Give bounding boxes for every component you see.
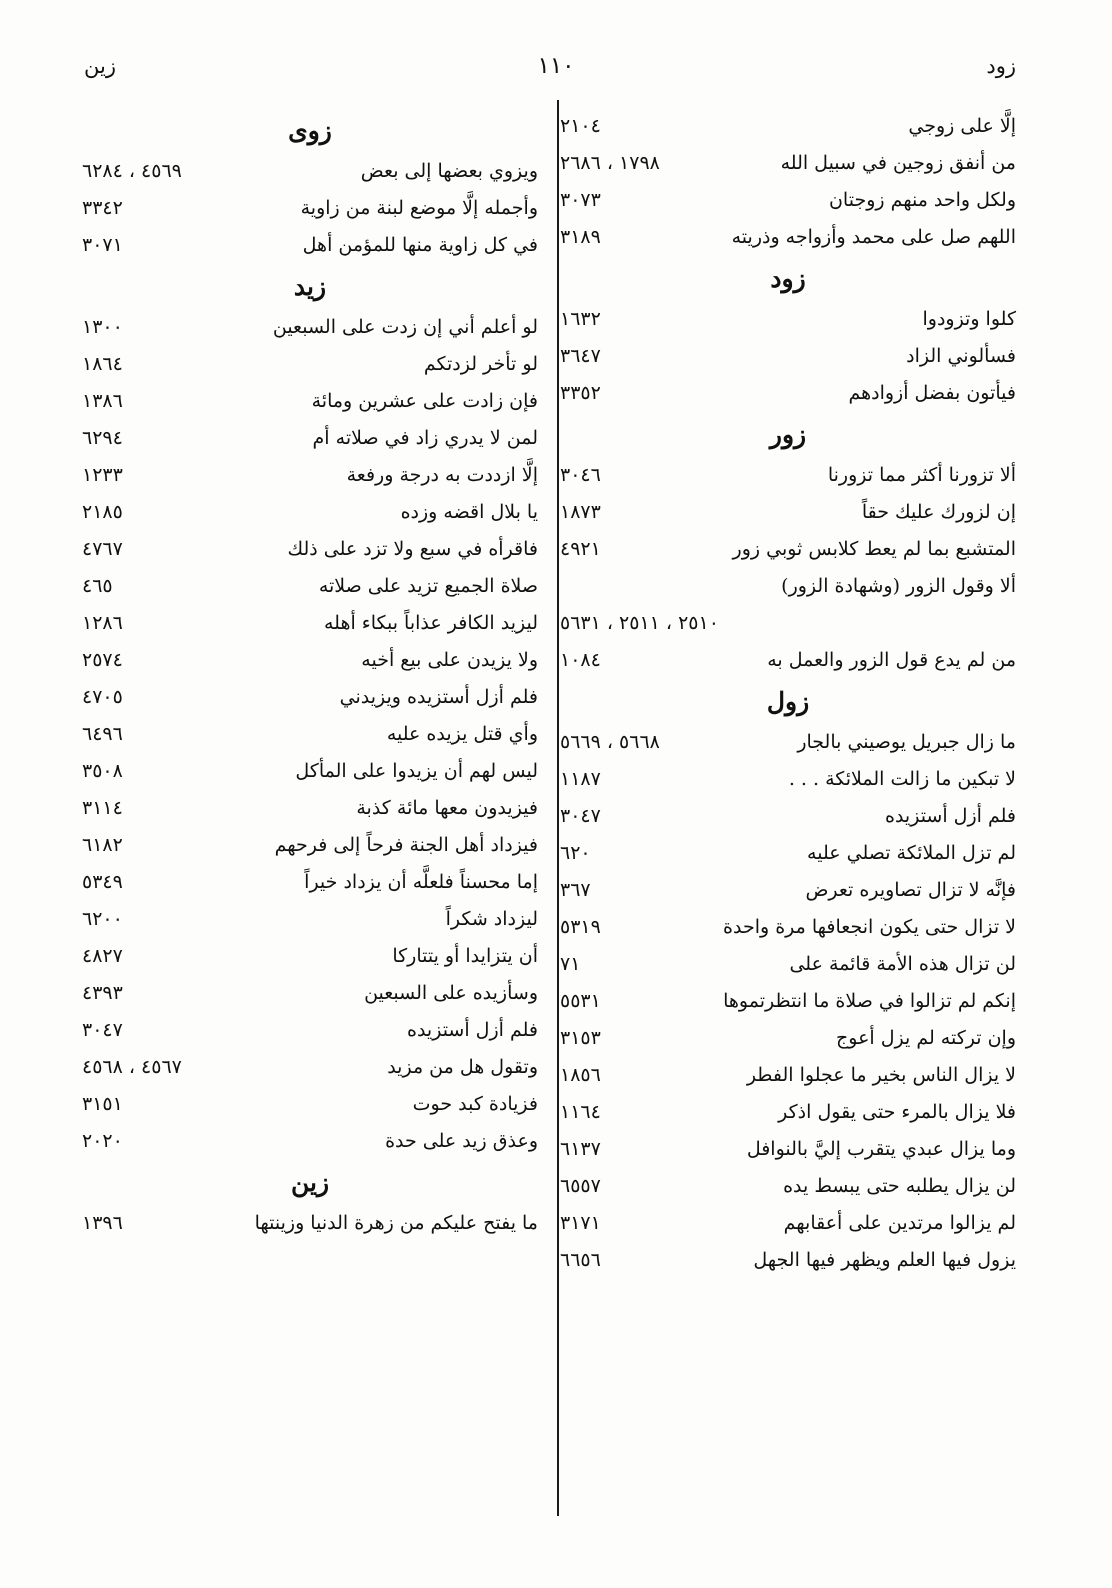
- entry-text: فيزيدون معها مائة كذبة: [356, 797, 538, 819]
- entry-refs: ١٠٨٤: [560, 649, 601, 671]
- entry-refs: ٥٣٤٩: [82, 871, 123, 893]
- index-entry: [560, 457, 1016, 494]
- entry-refs: ١١٦٤: [560, 1101, 601, 1123]
- entry-text: وأي قتل يزيده عليه: [386, 723, 538, 745]
- entry-refs: ٥٦٦٨ ، ٥٦٦٩: [560, 731, 660, 753]
- index-entry: [560, 494, 1016, 531]
- entry-text: لو تأخر لزدتكم: [423, 353, 538, 375]
- entry-refs: ١١٨٧: [560, 768, 601, 790]
- entry-text: لا يزال الناس بخير ما عجلوا الفطر: [746, 1064, 1016, 1086]
- entry-text: فزيادة كبد حوت: [412, 1093, 538, 1115]
- entry-refs: ١٨٥٦: [560, 1064, 601, 1086]
- index-entry: [560, 909, 1016, 946]
- entry-text: فلم أزل أستزيده: [407, 1019, 538, 1041]
- entry-refs: ٤٥٦٧ ، ٤٥٦٨: [82, 1056, 182, 1078]
- entry-text: لن تزال هذه الأمة قائمة على: [789, 953, 1016, 975]
- right-column: [560, 108, 1016, 1279]
- entry-text: ألا وقول الزور (وشهادة الزور): [781, 575, 1016, 597]
- index-entry: [82, 938, 538, 975]
- entry-refs: ٢٠٢٠: [82, 1130, 123, 1152]
- entry-text: كلوا وتزودوا: [922, 308, 1016, 330]
- index-entry: [82, 605, 538, 642]
- entry-text: ويزوي بعضها إلى بعض: [360, 160, 538, 182]
- index-entry: [560, 798, 1016, 835]
- entry-refs: ٥٣١٩: [560, 916, 601, 938]
- entry-refs: ٦٢٠: [560, 842, 591, 864]
- index-entry: [82, 227, 538, 264]
- entry-refs: ٤٧٠٥: [82, 686, 123, 708]
- entry-refs: ١٨٦٤: [82, 353, 123, 375]
- entry-refs: ٣٠٤٧: [82, 1019, 123, 1041]
- index-entry: [560, 1094, 1016, 1131]
- index-entry: [560, 182, 1016, 219]
- entry-refs: ٤٨٢٧: [82, 945, 123, 967]
- column-divider: [557, 100, 559, 1516]
- entry-text: وإن تركته لم يزل أعوج: [835, 1027, 1016, 1049]
- entry-text: وما يزال عبدي يتقرب إليَّ بالنوافل: [746, 1138, 1016, 1160]
- running-header-right: زود: [986, 54, 1016, 78]
- entry-text: ما زال جبريل يوصيني بالجار: [797, 731, 1016, 753]
- entry-refs: ٥٥٣١: [560, 990, 601, 1012]
- entry-text: ألا تزورنا أكثر مما تزورنا: [827, 464, 1016, 486]
- running-header-left: زين: [84, 54, 116, 78]
- entry-refs: ٤٦٥: [82, 575, 113, 597]
- entry-refs: ٧١: [560, 953, 581, 975]
- entry-text: وعذق زيد على حدة: [385, 1130, 538, 1152]
- index-entry: [560, 1242, 1016, 1279]
- entry-text: يزول فيها العلم ويظهر فيها الجهل: [753, 1249, 1016, 1271]
- entry-text: اللهم صل على محمد وأزواجه وذريته: [731, 226, 1016, 248]
- entry-refs: ٦١٣٧: [560, 1138, 601, 1160]
- entry-refs: ٣٠٤٧: [560, 805, 601, 827]
- entry-refs: ٦٢٩٤: [82, 427, 123, 449]
- entry-text: أن يتزايدا أو يتتاركا: [392, 945, 538, 967]
- entry-refs: ٣١٥١: [82, 1093, 123, 1115]
- index-entry: [82, 1049, 538, 1086]
- entry-refs: ٦٥٥٧: [560, 1175, 601, 1197]
- entry-text: لمن لا يدري زاد في صلاته أم: [312, 427, 538, 449]
- entry-refs: ٢٥١٠ ، ٢٥١١ ، ٥٦٣١: [560, 612, 719, 634]
- root-heading: زيد: [293, 272, 327, 301]
- entry-text: فيزداد أهل الجنة فرحاً إلى فرحهم: [274, 834, 538, 856]
- entry-refs: ١٢٣٣: [82, 464, 123, 486]
- index-entry: [560, 338, 1016, 375]
- entry-text: من لم يدع قول الزور والعمل به: [767, 649, 1016, 671]
- entry-text: ولا يزيدن على بيع أخيه: [361, 649, 538, 671]
- entry-text: يا بلال اقضه وزده: [400, 501, 538, 523]
- entry-text: لو أعلم أني إن زدت على السبعين: [272, 316, 538, 338]
- index-entry: [82, 494, 538, 531]
- entry-refs: ٣٠٧١: [82, 234, 123, 256]
- entry-text: لم يزالوا مرتدين على أعقابهم: [783, 1212, 1016, 1234]
- entry-refs: ٢١٠٤: [560, 115, 601, 137]
- entry-text: إنكم لم تزالوا في صلاة ما انتظرتموها: [723, 990, 1016, 1012]
- entry-text: فلم أزل أستزيده ويزيدني: [339, 686, 538, 708]
- entry-text: إن لزورك عليك حقاً: [861, 501, 1016, 523]
- index-entry: [82, 1012, 538, 1049]
- index-entry: [82, 531, 538, 568]
- index-entry: [82, 827, 538, 864]
- index-entry: [82, 153, 538, 190]
- root-heading: زول: [766, 687, 810, 716]
- root-heading: زين: [290, 1168, 330, 1197]
- index-entry: [82, 901, 538, 938]
- entry-text: ليزيد الكافر عذاباً ببكاء أهله: [323, 612, 538, 634]
- index-entry: [560, 642, 1016, 679]
- entry-refs: ١٨٧٣: [560, 501, 601, 523]
- entry-refs: ٦٤٩٦: [82, 723, 123, 745]
- entry-refs: ١٣٨٦: [82, 390, 123, 412]
- index-entry: [82, 975, 538, 1012]
- entry-refs: ٣٦٤٧: [560, 345, 601, 367]
- index-entry: [560, 724, 1016, 761]
- index-entry: [560, 946, 1016, 983]
- index-entry: [82, 716, 538, 753]
- index-entry: [560, 872, 1016, 909]
- entry-text: من أنفق زوجين في سبيل الله: [780, 152, 1016, 174]
- index-entry: [560, 145, 1016, 182]
- entry-text: وأجمله إلَّا موضع لبنة من زاوية: [300, 197, 538, 219]
- index-entry: [560, 219, 1016, 256]
- entry-text: لا تزال حتى يكون انجعافها مرة واحدة: [723, 916, 1016, 938]
- root-heading: زوى: [288, 116, 332, 145]
- page-number: ١١٠: [537, 53, 575, 79]
- index-entry: [82, 753, 538, 790]
- index-entry: [82, 864, 538, 901]
- entry-refs: ٦٢٠٠: [82, 908, 123, 930]
- entry-text: في كل زاوية منها للمؤمن أهل: [302, 234, 538, 256]
- entry-text: وتقول هل من مزيد: [387, 1056, 538, 1078]
- entry-text: فإنَّه لا تزال تصاويره تعرض: [805, 879, 1016, 901]
- index-entry: [560, 108, 1016, 145]
- entry-refs: ٣١٥٣: [560, 1027, 601, 1049]
- entry-refs: ٣٠٤٦: [560, 464, 601, 486]
- index-entry: [560, 1131, 1016, 1168]
- entry-text: إلَّا ازددت به درجة ورفعة: [346, 464, 538, 486]
- index-entry: [82, 420, 538, 457]
- entry-refs: ٣١١٤: [82, 797, 123, 819]
- entry-refs: ٣١٨٩: [560, 226, 601, 248]
- entry-text: إما محسناً فلعلَّه أن يزداد خيراً: [304, 871, 538, 893]
- index-entry: [560, 983, 1016, 1020]
- entry-text: فيأتون بفضل أزوادهم: [848, 382, 1016, 404]
- entry-refs: ٤٧٦٧: [82, 538, 123, 560]
- index-entry: [82, 190, 538, 227]
- entry-text: لا تبكين ما زالت الملائكة . . .: [788, 768, 1016, 790]
- entry-text: المتشبع بما لم يعط كلابس ثوبي زور: [732, 538, 1016, 560]
- entry-refs: ١٣٠٠: [82, 316, 123, 338]
- entry-refs: ٣٠٧٣: [560, 189, 601, 211]
- entry-text: صلاة الجميع تزيد على صلاته: [318, 575, 538, 597]
- entry-refs: ٣٦٧: [560, 879, 591, 901]
- entry-text: فلا يزال بالمرء حتى يقول اذكر: [778, 1101, 1016, 1123]
- entry-refs: ١٦٣٢: [560, 308, 601, 330]
- entry-text: فسألوني الزاد: [906, 345, 1016, 367]
- entry-text: ليزداد شكراً: [445, 908, 538, 930]
- index-entry: [560, 531, 1016, 568]
- entry-refs: ٢١٨٥: [82, 501, 123, 523]
- entry-refs: ٢٥٧٤: [82, 649, 123, 671]
- entry-refs: ٣١٧١: [560, 1212, 601, 1234]
- entry-refs: ٤٩٢١: [560, 538, 601, 560]
- index-entry: [82, 383, 538, 420]
- index-entry: [82, 1205, 538, 1242]
- root-heading: زور: [769, 420, 807, 449]
- index-entry: [82, 346, 538, 383]
- root-heading: زود: [770, 264, 806, 293]
- index-entry: [560, 1057, 1016, 1094]
- index-entry: [82, 309, 538, 346]
- index-entry: [560, 1168, 1016, 1205]
- entry-refs: ٤٣٩٣: [82, 982, 123, 1004]
- entry-refs: ١٢٨٦: [82, 612, 123, 634]
- index-entry: [82, 790, 538, 827]
- entry-refs: ١٧٩٨ ، ٢٦٨٦: [560, 152, 660, 174]
- entry-text: ما يفتح عليكم من زهرة الدنيا وزينتها: [254, 1212, 538, 1234]
- entry-refs: ٣٣٤٢: [82, 197, 123, 219]
- entry-refs: ٣٣٥٢: [560, 382, 601, 404]
- index-entry: [560, 301, 1016, 338]
- index-entry: [82, 642, 538, 679]
- index-entry: [82, 568, 538, 605]
- entry-refs: ٤٥٦٩ ، ٦٢٨٤: [82, 160, 182, 182]
- index-entry: [560, 375, 1016, 412]
- entry-refs: ٦٦٥٦: [560, 1249, 601, 1271]
- entry-text: فإن زادت على عشرين ومائة: [311, 390, 538, 412]
- entry-text: فاقرأه في سبع ولا تزد على ذلك: [287, 538, 538, 560]
- index-entry: [82, 1123, 538, 1160]
- entry-text: لم تزل الملائكة تصلي عليه: [807, 842, 1016, 864]
- index-entry: [560, 1020, 1016, 1057]
- entry-text: وسأزيده على السبعين: [364, 982, 538, 1004]
- entry-text: ليس لهم أن يزيدوا على المأكل: [295, 760, 538, 782]
- index-entry: [560, 605, 1016, 642]
- index-entry: [82, 679, 538, 716]
- entry-text: لن يزال يطلبه حتى يبسط يده: [783, 1175, 1016, 1197]
- index-entry: [560, 568, 1016, 605]
- index-entry: [82, 1086, 538, 1123]
- index-entry: [560, 1205, 1016, 1242]
- entry-refs: ٦١٨٢: [82, 834, 123, 856]
- index-entry: [82, 457, 538, 494]
- entry-text: إلَّا على زوجي: [908, 115, 1016, 137]
- entry-text: فلم أزل أستزيده: [885, 805, 1016, 827]
- left-column: [82, 108, 538, 1242]
- entry-refs: ٣٥٠٨: [82, 760, 123, 782]
- entry-text: ولكل واحد منهم زوجتان: [828, 189, 1016, 211]
- index-entry: [560, 761, 1016, 798]
- entry-refs: ١٣٩٦: [82, 1212, 123, 1234]
- index-entry: [560, 835, 1016, 872]
